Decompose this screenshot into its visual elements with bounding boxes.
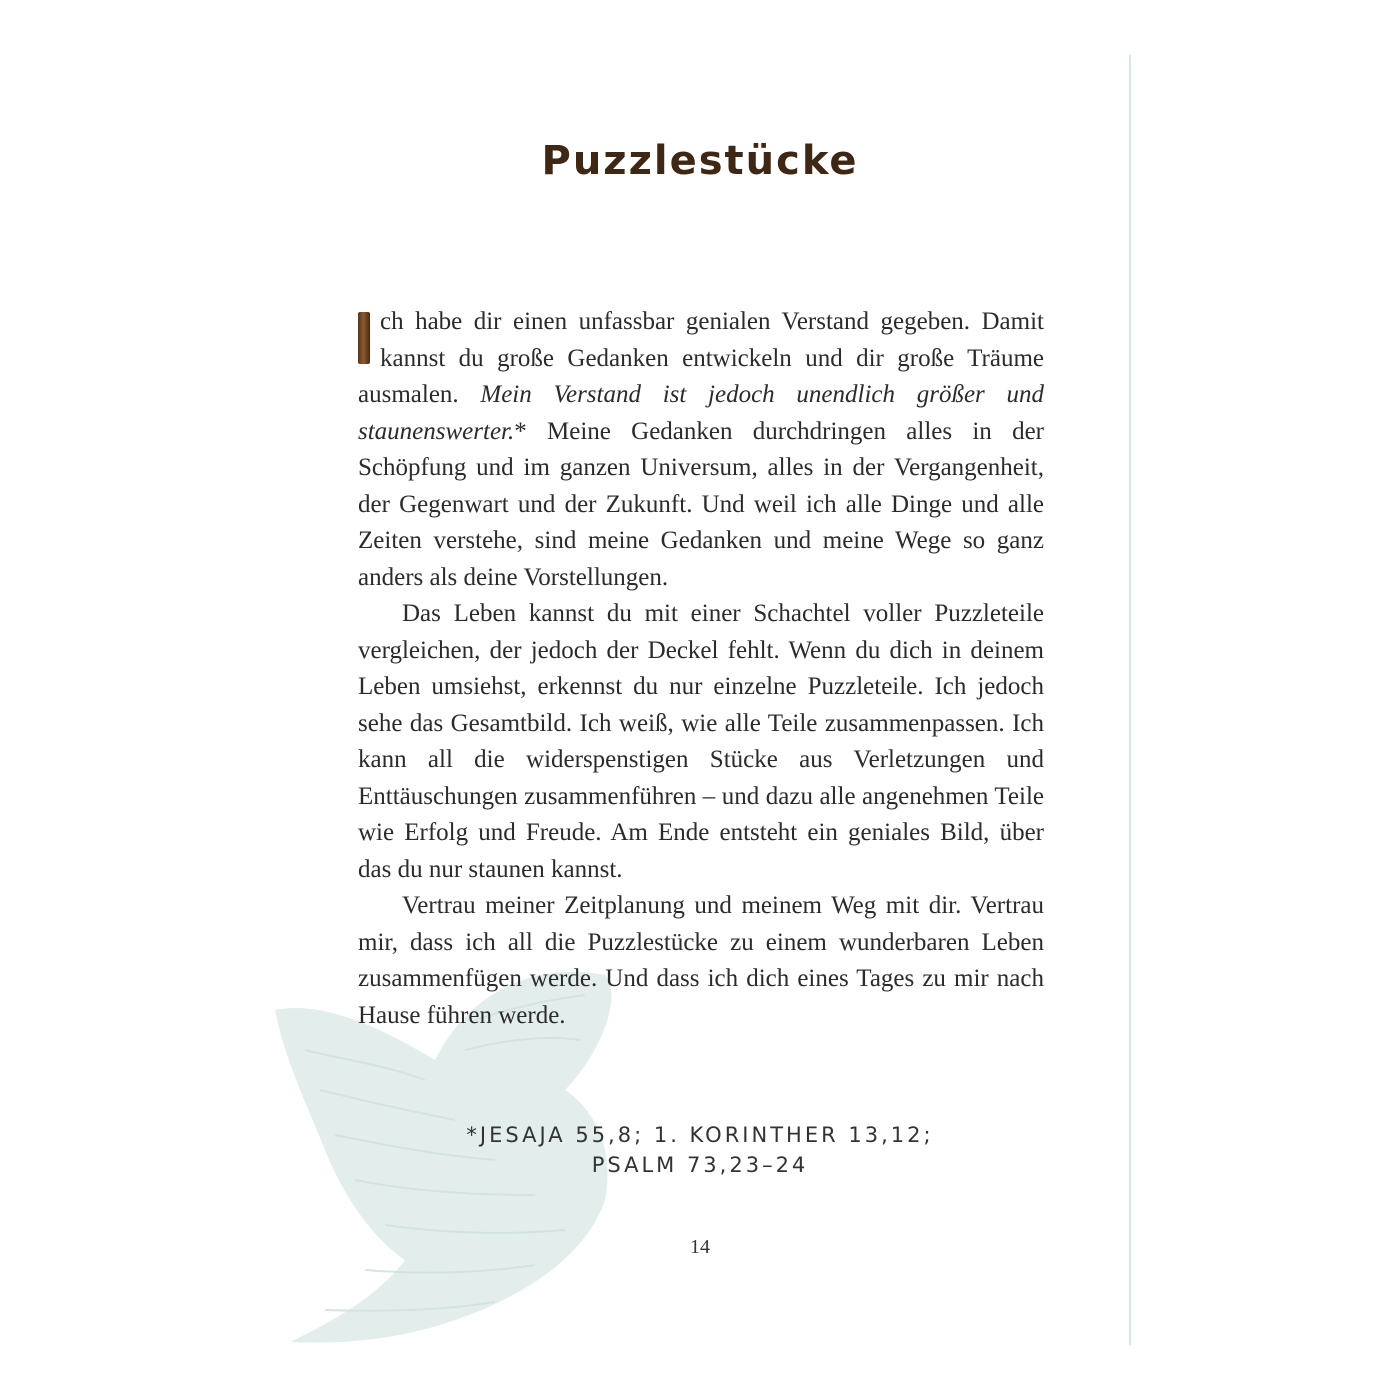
- paragraph-3: Vertrau meiner Zeitplanung und meinem Weg mit dir. Vertrau mir, dass ich all die Puzzlestücke zu einem wunderbaren Leben zusammenfügen werde. Und dass ich dich eines Tages zu mir nach Hause führen werde.: [358, 892, 1044, 1029]
- page-title: Puzzlestücke: [541, 138, 859, 184]
- paragraph-1-text-start: ch habe dir einen unfassbar genialen Verstand gegeben. Damit kannst du große Gedanken entwickeln und dir große Träume ausmalen.: [358, 308, 1044, 408]
- footnote-line-1: *JESAJA 55,8; 1. KORINTHER 13,12;: [466, 1123, 934, 1147]
- page-number: 14: [690, 1236, 710, 1258]
- drop-cap: [358, 312, 370, 364]
- paragraph-1: [358, 304, 1044, 596]
- paragraph-1-text-end: * Meine Gedanken durchdringen alles in der Schöpfung und im ganzen Universum, alles in der Vergangenheit, der Gegenwart und der Zukunft. Und weil ich alle Dinge und alle Zeiten verstehe, sind meine Gedanken und meine Wege so ganz anders als deine Vorstellungen.: [358, 417, 1044, 591]
- body-text: [358, 304, 1044, 1034]
- paragraph-1-italic-quote: Mein Verstand ist jedoch unendlich größer und staunenswerter.: [358, 381, 1044, 445]
- footnote-references: [0, 1120, 1400, 1180]
- paragraph-2: Das Leben kannst du mit einer Schachtel voller Puzzleteile vergleichen, der jedoch der Deckel fehlt. Wenn du dich in deinem Leben umsiehst, erkennst du nur einzelne Puzzleteile. Ich jedoch sehe das Gesamtbild. Ich weiß, wie alle Teile zusammenpassen. Ich kann all die widerspenstigen Stücke aus Verletzungen und Enttäuschungen zusammenführen – und dazu alle angenehmen Teile wie Erfolg und Freude. Am Ende entsteht ein geniales Bild, über das du nur staunen kannst.: [358, 600, 1044, 883]
- footnote-line-2: PSALM 73,23–24: [591, 1153, 809, 1177]
